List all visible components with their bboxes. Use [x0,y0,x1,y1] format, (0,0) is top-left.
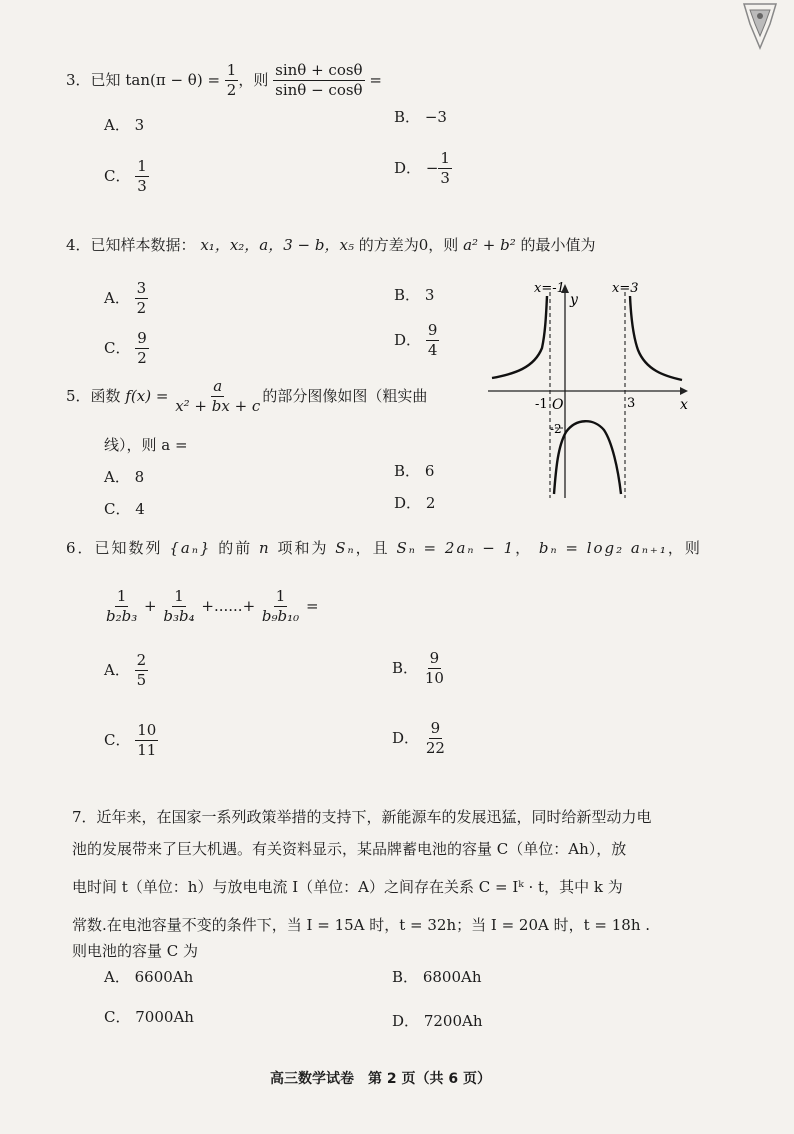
question-text: 的前 [218,539,253,557]
question-number: 3． [66,70,91,89]
curve-right-branch [630,296,682,380]
equals-sign: = [369,70,382,89]
tick-label-neg1: -1 [535,397,548,412]
tick-label-neg2: -2 [550,422,562,436]
math-expression: a² + b² [463,236,516,254]
question-text: ，则 [238,70,269,89]
question-number: 4． [66,236,91,254]
option-b: B． 3 [394,286,435,304]
fraction: $\frac{1}{\text{b₂b₃}}$ [106,587,138,626]
option-d: D． $\frac{9}{22}$ [392,719,445,758]
x-axis-arrow [680,387,688,395]
label-y-axis: y [570,292,578,308]
question-3-stem [66,62,382,100]
fraction: $\frac{a}{\text{x² + bx + c}}$ [175,377,261,416]
math-expression: Sₙ = 2aₙ − 1 [396,539,516,557]
question-text: 的最小值为 [520,236,596,254]
question-number: 6． [66,539,95,557]
option-b: B． $\frac{9}{10}$ [392,649,444,688]
question-text: 已知样本数据： [90,236,196,254]
math-expression: Sₙ [335,539,356,557]
math-expression: n [259,539,271,557]
option-d: D． − $\frac{1}{3}$ [394,149,450,188]
question-5-stem [66,378,427,416]
math-expression: f(x) = [125,386,169,405]
math-expression: x₁，x₂，a，3 − b，x₅ [200,236,354,254]
question-7-line-1: 7．近年来，在国家一系列政策举措的支持下，新能源车的发展迅猛，同时给新型动力电 [72,808,652,826]
corner-seal-mark [740,0,780,52]
option-d: D． 7200Ah [392,1012,483,1030]
math-expression: bₙ = log₂ aₙ₊₁ [538,539,668,557]
question-7-line-4: 常数.在电池容量不变的条件下，当 I = 15A 时，t = 32h；当 I = 20A 时，t = 18h . [72,916,651,934]
option-a: A． 6600Ah [104,968,194,986]
option-d: D． $\frac{9}{4}$ [394,321,438,360]
question-text: 的方差为0，则 [358,236,459,254]
question-text: ，且 [355,539,390,557]
label-asymptote-3: x=3 [612,281,639,296]
fraction: $\frac{9}{10}$ [424,649,444,688]
option-c: C． $\frac{10}{11}$ [104,721,157,760]
question-4-stem [66,234,596,255]
question-text: 项和为 [277,539,329,557]
option-b: B． 6 [394,462,435,480]
question-text: 线），则 a = [104,436,188,454]
option-b: B． −3 [394,108,447,126]
fraction: $\frac{1}{\text{b₉b₁₀}}$ [261,587,300,626]
math-expression: {aₙ} [169,539,212,557]
option-d: D． 2 [394,494,436,512]
fraction: $\frac{9}{2}$ [137,329,147,368]
option-c: C． 7000Ah [104,1008,194,1026]
fraction: $\frac{9}{4}$ [427,321,438,360]
question-text: 的部分图像如图（粗实曲 [262,386,428,405]
math-expression: tan(π − θ) = [125,70,221,89]
option-a: A． $\frac{2}{5}$ [104,651,147,690]
question-6-stem: 6．已知数列 {aₙ} 的前 n 项和为 Sₙ，且 Sₙ = 2aₙ − 1， bₙ = log₂ aₙ₊₁，则 [66,539,702,557]
curve-middle-branch [554,421,621,494]
fraction: $\frac{\sin\theta + \cos\theta}{\sin\theta - \cos\theta}$ [275,61,363,100]
page-footer: 高三数学试卷 第 2 页（共 6 页） [270,1071,491,1087]
fraction: $\frac{3}{2}$ [136,279,147,318]
question-7-line-5: 则电池的容量 C 为 [72,942,199,960]
question-text: 已知数列 [94,539,163,557]
curve-left-branch [492,296,547,378]
option-a: A． 8 [104,468,145,486]
question-5-stem-cont [104,434,188,455]
fraction: $\frac{1}{3}$ [440,149,450,188]
option-a: A． $\frac{3}{2}$ [104,279,147,318]
question-text: ，则 [667,539,702,557]
fraction: $\frac{1}{\text{b₃b₄}}$ [163,587,195,626]
question-7-line-2: 池的发展带来了巨大机遇。有关资料显示，某品牌蓄电池的容量 C（单位：Ah），放 [72,840,627,858]
fraction: $\frac{9}{22}$ [425,719,445,758]
tick-label-3: 3 [627,396,636,411]
label-origin: O [552,397,564,413]
option-c: C． $\frac{9}{2}$ [104,329,147,368]
label-x-axis: x [680,397,688,413]
question-number: 5． [66,386,91,405]
option-c: C． 4 [104,500,145,518]
fraction: $\frac{10}{11}$ [137,721,157,760]
fraction: $\frac{1}{2}$ [226,61,237,100]
question-7-line-3: 电时间 t（单位：h）与放电电流 I（单位：A）之间存在关系 C = Iᵏ · t，其中 k 为 [72,878,623,896]
option-a: A． 3 [104,116,145,134]
function-graph [484,278,698,502]
question-6-sum: $\frac{1}{\text{b₂b₃}}$ + $\frac{1}{\text{b₃b₄}}$ +......+ $\frac{1}{\text{b₉b₁₀}}$ = [106,587,319,626]
fraction: $\frac{1}{3}$ [137,157,147,196]
label-asymptote-neg1: x=-1 [534,281,565,296]
fraction: $\frac{2}{5}$ [136,651,147,690]
option-c: C． $\frac{1}{3}$ [104,157,147,196]
option-b: B． 6800Ah [392,968,482,986]
question-text: 函数 [90,386,121,405]
question-text: 已知 [90,70,121,89]
